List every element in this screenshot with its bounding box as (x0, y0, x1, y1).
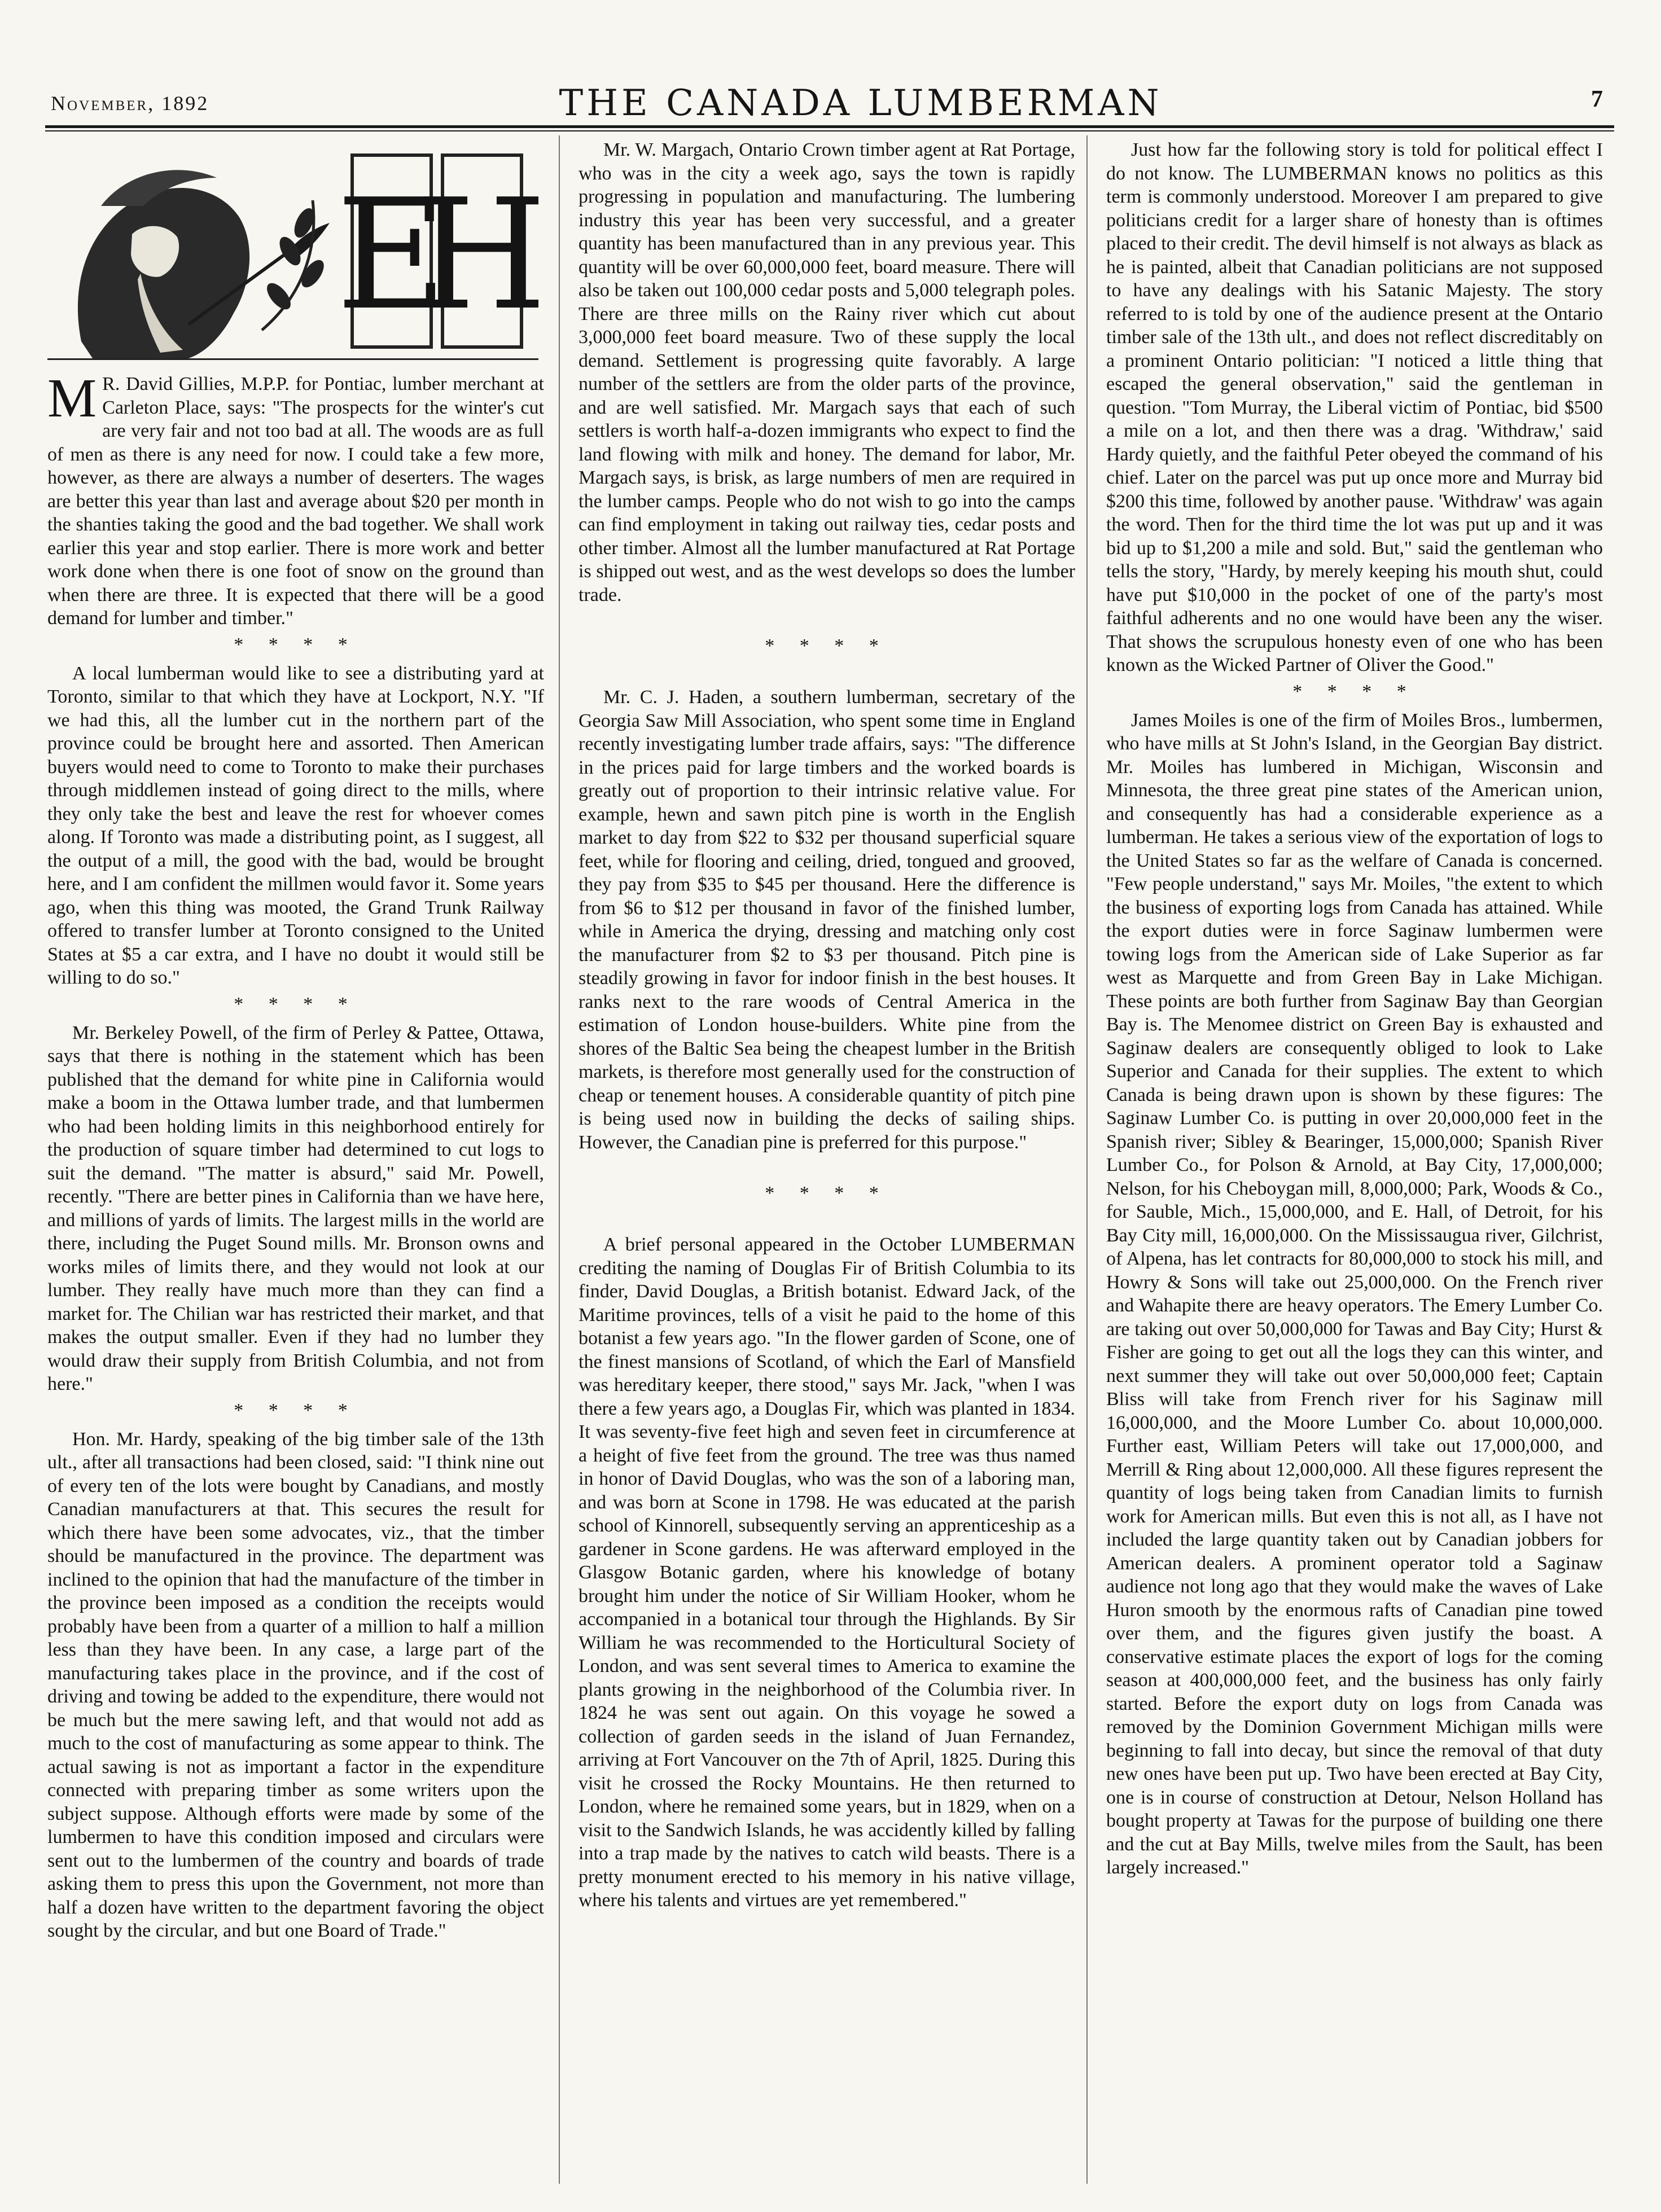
column-divider (559, 135, 560, 2184)
decorative-vignette (47, 138, 538, 360)
article-hardy-timber-sale: Hon. Mr. Hardy, speaking of the big timber sale of the 13th ult., after all transactions had been closed, said: "I think nine out of every ten of the lots were bought by Canadians, and mostly Canadian manufacturers at that. This secures the result for which there have been some advocates, viz., that the timber should be manufactured in the province. The department was inclined to the opinion that had the manufacture of the timber in the province been imposed as a condition the receipts would probably have been from a quarter of a million to half a million less than they have been. In any case, a large part of the manufacturing takes place in the province, and if the cost of driving and towing be added to the expenditure, there would not be much but the mere sawing left, and that would not add as much to the cost of manufacturing as some appear to think. The actual sawing is not as important a factor in the expenditure connected with preparing timber as some writers upon the subject suppose. Although efforts were made by some of the lumbermen to have this condition imposed and circulars were sent out to the lumbermen of the country and boards of trade asking them to press this upon the Government, not more than half a dozen have written to the department favoring the object sought by the circular, and but one Board of Trade." (47, 1428, 544, 1941)
article-powell: Mr. Berkeley Powell, of the firm of Perley & Pattee, Ottawa, says that there is nothing in the statement which has been published that the demand for white pine in California would make a boom in the Ottawa lumber trade, and that lumbermen who had been holding limits in this neighborhood entirely for the production of square timber had determined to cut logs to suit the demand. "The matter is absurd," said Mr. Powell, recently. "There are better pines in California than we have here, and millions of yards of limits. The largest mills in the world are there, including the Puget Sound mills. Mr. Bronson owns and works miles of limits there, and they would not look at our lumber. They really have much more than they can find a market for. The Chilian war has restricted their market, and that makes the output smaller. Even if they had no lumber they would draw their supply from British Columbia, and not from here." (47, 1022, 544, 1394)
article-gillies-text: R. David Gillies, M.P.P. for Pontiac, lumber merchant at Carleton Place, says: "The prospects for the winter's cut are very fair and not too bad at all. The woods are as full of men as there is any need for now. I could take a few more, however, as there are always a number of deserters. The wages are better this year than last and average about $20 per month in the shanties taking the good and the bad together. We shall work earlier this year and stop earlier. There is more work and better work done when there is one foot of snow on the ground than when there are three. It is expected that there will be a good demand for lumber and timber." (47, 374, 544, 629)
column-3 (1106, 138, 1603, 1880)
section-separator: * * * * (234, 993, 358, 1015)
page-number: 7 (1591, 86, 1603, 112)
page-header (45, 79, 1614, 130)
section-separator: * * * * (1292, 681, 1417, 702)
article-political-story: Just how far the following story is told for political effect I do not know. The LUMBERMAN knows no politics as this term is commonly understood. Moreover I am prepared to give politicians credit for a larger share of honesty than is oftimes placed to their credit. The devil himself is not always as black as he is painted, albeit that Canadian politicians are not supposed to have any dealings with his Satanic Majesty. The story referred to is told by one of the audience present at the Ontario timber sale of the 13th ult., and does not reflect discreditably on a prominent Ontario politician: "I noticed a little thing that escaped the general observation," said the gentleman in question. "Tom Murray, the Liberal victim of Pontiac, bid $500 a mile on a lot, and then there was a drag. 'Withdraw,' said Hardy quietly, and the faithful Peter obeyed the command of his chief. Later on the parcel was put up once more and Murray bid $200 this time, followed by another pause. 'Withdraw' was again the word. Then for the third time the lot was put up and it was bid up to $1,200 a mile and sold. But," said the gentleman who tells the story, "Hardy, by merely keeping his mouth shut, could have put $10,000 in the pocket of one of the party's most faithful adherents and no one would have been any the wiser. That shows the scrupulous honesty even of one who has been known as the Wicked Partner of Oliver the Good." (1106, 139, 1603, 675)
drop-cap: M (47, 368, 97, 429)
vignette-letter-h: H (415, 166, 538, 344)
header-rule (45, 125, 1614, 131)
article-margach: Mr. W. Margach, Ontario Crown timber agent at Rat Portage, who was in the city a week ago, says the town is rapidly progressing in population and manufacturing. The lumbering industry this year has been very successful, and a greater quantity has been manufactured than in any previous year. This quantity will be over 60,000,000 feet, board measure. There will also be taken out 100,000 cedar posts and 5,000 telegraph poles. There are three mills on the Rainy river which cut about 3,000,000 feet board measure. Two of these supply the local demand. Settlement is progressing quite favorably. A large number of the settlers are from the older parts of the province, and are well satisfied. Mr. Margach says that each of such settlers is worth half-a-dozen immigrants who expect to find the land flowing with milk and honey. The demand for labor, Mr. Margach says, is brisk, as large numbers of men are required in the lumber camps. People who do not wish to go into the camps can find employment in taking out railway ties, cedar posts and other timber. Almost all the lumber manufactured at Rat Portage is shipped out west, and as the west develops so does the lumber trade. (578, 139, 1075, 605)
masthead-title: THE CANADA LUMBERMAN (559, 82, 1163, 124)
section-separator: * * * * (234, 1399, 358, 1421)
article-gillies (47, 368, 544, 630)
article-distributing-yard: A local lumberman would like to see a distributing yard at Toronto, similar to that which they have at Lockport, N.Y. "If we had this, all the lumber cut in the northern part of the province could be brought here and assorted. Then American buyers would need to come to Toronto to make their purchases through middlemen instead of going direct to the mills, where they only take the best and leave the rest for whoever comes along. If Toronto was made a distributing point, as I suggest, all the output of a mill, the good with the bad, would be brought here, and I am confident the millmen would favor it. Some years ago, when this thing was mooted, the Grand Trunk Railway offered to transfer lumber at Toronto consigned to the United States at $5 a car extra, and I have no doubt it would still be willing to do so." (47, 662, 544, 988)
section-separator: * * * * (234, 634, 358, 655)
section-separator: * * * * (765, 1183, 889, 1204)
issue-date: November, 1892 (51, 92, 209, 115)
vignette-letter-e: E (336, 166, 448, 344)
column-2 (578, 138, 1075, 1912)
column-1 (47, 133, 544, 1943)
column-divider (1086, 135, 1088, 2184)
section-separator: * * * * (765, 635, 889, 656)
article-haden: Mr. C. J. Haden, a southern lumberman, secretary of the Georgia Saw Mill Association, who spent some time in England recently investigating lumber trade affairs, says: "The difference in the prices paid for large timbers and the worked boards is greatly out of proportion to their intrinsic relative value. For example, hewn and sawn pitch pine is worth in the English market to day from $22 to $32 per thousand superficial square feet, while for flooring and ceiling, dried, tongued and grooved, they pay from $35 to $45 per thousand. Here the difference is from $6 to $12 per thousand in favor of the finished lumber, while in America the drying, dressing and matching only cost the manufacturer from $2 to $3 per thousand. Pitch pine is steadily growing in favor for indoor finish in the best houses. It ranks next to the rare woods of Central America in the estimation of London house-builders. White pine from the shores of the Baltic Sea being the cheapest lumber in the British markets, is therefore most generally used for the construction of cheap or tenement houses. A considerable quantity of pitch pine is being used now in building the decks of sailing ships. However, the Canadian pine is preferred for this purpose." (578, 687, 1075, 1153)
article-douglas-fir: A brief personal appeared in the October LUMBERMAN crediting the naming of Douglas Fir of British Columbia to its finder, David Douglas, a British botanist. Edward Jack, of the Maritime provinces, tells of a visit he paid to the home of this botanist a few years ago. "In the flower garden of Scone, one of the finest mansions of Scotland, of which the Earl of Mansfield was hereditary keeper, there stood," says Mr. Jack, "when I was there a few years ago, a Douglas Fir, which was planted in 1834. It was seventy-five feet high and seven feet in circumference at a height of five feet from the ground. The tree was thus named in honor of David Douglas, who was the son of a laboring man, and was born at Scone in 1798. He was educated at the parish school of Kinnorell, subsequently serving an apprenticeship as a gardener in Scone gardens. He was afterward employed in the Glasgow Botanic garden, where his knowledge of botany brought him under the notice of Sir William Hooker, whom he accompanied in a botanical tour through the Highlands. By Sir William he was recommended to the Horticultural Society of London, and was sent several times to America to examine the plants growing in the neighborhood of the Columbia river. In 1824 he was sent out again. On this voyage he sowed a collection of garden seeds in the island of Juan Fernandez, arriving at Fort Vancouver on the 7th of April, 1825. During this visit he crossed the Rocky Mountains. He then returned to London, where he remained some years, but in 1829, when on a visit to the Sandwich Islands, he was accidently killed by falling into a trap made by the natives to catch wild beasts. There is a pretty monument erected to his memory in his native village, where his talents and virtues are yet remembered." (578, 1234, 1075, 1911)
article-moiles: James Moiles is one of the firm of Moiles Bros., lumbermen, who have mills at St John's Island, in the Georgian Bay district. Mr. Moiles has lumbered in Michigan, Wisconsin and Minnesota, the three great pine states of the American union, and consequently has had a considerable experience as a lumberman. He takes a serious view of the exportation of logs to the United States so far as the welfare of Canada is concerned. "Few people understand," says Mr. Moiles, "the extent to which the business of exporting logs from Canada has attained. While the export duties were in force Saginaw lumbermen were towing logs from the American side of Lake Superior as far west as Marquette and from Green Bay in Lake Michigan. These points are both further from Saginaw Bay than Georgian Bay is. The Menomee district on Green Bay is exhausted and Saginaw dealers are consequently obliged to look to Lake Superior and Canada for their supplies. The extent to which Canada is being drawn upon is shown by these figures: The Saginaw Lumber Co. is putting in over 20,000,000 feet in the Spanish river; Sibley & Bearinger, 15,000,000; Spanish River Lumber Co., for Polson & Arnold, at Bay City, 17,000,000; Nelson, for his Cheboygan mill, 8,000,000; Park, Woods & Co., for Sauble, Mich., 15,000,000, and E. Hall, of Detroit, for his Bay City mill, 16,000,000. On the Mississaugua river, Gilchrist, of Alpena, has let contracts for 80,000,000 to stock his mill, and Howry & Sons will take out 25,000,000. On the French river and Wahapite there are heavy operators. The Emery Lumber Co. are taking out over 50,000,000 for Tawas and Bay City; Hurst & Fisher are going to get out all the logs they can this winter, and next summer they will take out over 50,000,000 feet; Captain Bliss will take from French river for his Saginaw mill 16,000,000, and the Moore Lumber Co. about 10,000,000. Further east, William Peters will take out 17,000,000, and Merrill & Ring about 12,000,000. All these figures represent the quantity of logs being taken from Canadian limits to furnish work for American mills. But even this is not all, as I have not included the large quantity taken out by Canadian jobbers for American dealers. A prominent operator told a Saginaw audience not long ago that they would make the waves of Lake Huron smooth by the enormous rafts of Canadian pine towed over them, and the figures given justify the boast. A conservative estimate places the export of logs for the coming season at 400,000,000 feet, and the business has only fairly started. Before the export duty on logs from Canada was removed by the Dominion Government Michigan mills were beginning to fall into decay, but since the removal of that duty new ones have been put up. Two have been erected at Bay City, one is in course of construction at Detour, Nelson Holland has bought property at Tawas for the purpose of building one there and the cut at Bay Mills, twelve miles from the Sault, has been largely increased." (1106, 709, 1603, 1878)
vignette-illustration (47, 138, 538, 358)
